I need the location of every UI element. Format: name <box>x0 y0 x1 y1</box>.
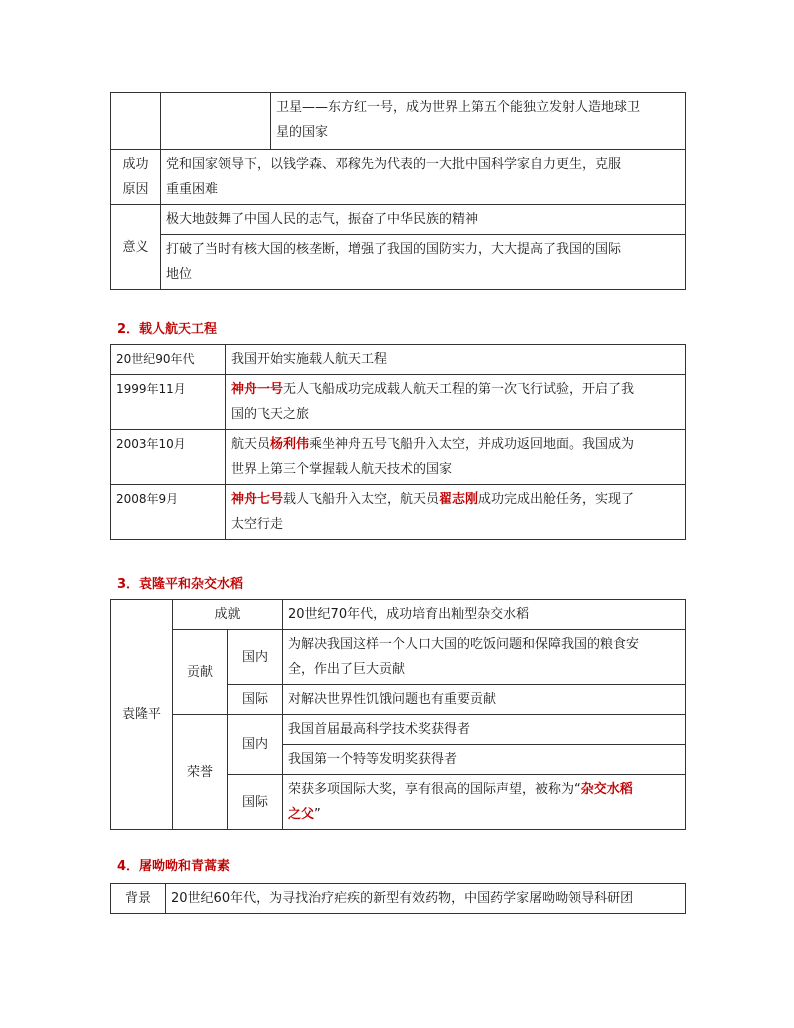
honor-international-cell: 荣获多项国际大奖，享有很高的国际声望，被称为“杂交水稻 之父” <box>283 775 686 830</box>
table-row <box>111 485 686 540</box>
honor-domestic-cell-2: 我国第一个特等发明奖获得者 <box>283 745 686 775</box>
event-cell: 我国开始实施载人航天工程 <box>226 345 686 375</box>
yuan-longping-table <box>110 599 686 830</box>
table-row <box>111 235 686 290</box>
table-row <box>111 375 686 430</box>
date-cell: 1999年11月 <box>111 375 226 430</box>
honor-domestic-cell-1: 我国首届最高科学技术奖获得者 <box>283 715 686 745</box>
contribution-label: 贡献 <box>173 630 228 715</box>
person-name: 袁隆平 <box>111 600 173 830</box>
contribution-international-cell: 对解决世界性饥饿问题也有重要贡献 <box>283 685 686 715</box>
satellite-cell <box>271 93 686 150</box>
date-cell: 20世纪90年代 <box>111 345 226 375</box>
date-cell: 2003年10月 <box>111 430 226 485</box>
event-cell: 航天员杨利伟乘坐神舟五号飞船升入太空，并成功返回地面。我国成为 世界上第三个掌握载人航天技术的国家 <box>226 430 686 485</box>
table-row <box>111 205 686 235</box>
honor-label: 荣誉 <box>173 715 228 830</box>
meaning-label: 意义 <box>111 205 161 290</box>
table-row <box>111 430 686 485</box>
table-row <box>111 715 686 745</box>
table-row <box>111 345 686 375</box>
meaning-cell-1: 极大地鼓舞了中国人民的志气，振奋了中华民族的精神 <box>161 205 686 235</box>
event-cell: 神舟七号载人飞船升入太空，航天员翟志刚成功完成出舱任务，实现了 太空行走 <box>226 485 686 540</box>
table-row <box>111 630 686 685</box>
background-label: 背景 <box>111 884 166 914</box>
domestic-label: 国内 <box>228 630 283 685</box>
achievement-cell: 20世纪70年代，成功培育出籼型杂交水稻 <box>283 600 686 630</box>
section-heading-space: 2．载人航天工程 <box>117 322 218 337</box>
event-cell: 神舟一号无人飞船成功完成载人航天工程的第一次飞行试验，开启了我 国的飞天之旅 <box>226 375 686 430</box>
contribution-domestic-cell: 为解决我国这样一个人口大国的吃饭问题和保障我国的粮食安 全，作出了巨大贡献 <box>283 630 686 685</box>
section-heading-rice: 3．袁隆平和杂交水稻 <box>117 577 244 592</box>
table-row <box>111 150 686 205</box>
table-row <box>111 93 686 150</box>
background-cell: 20世纪60年代，为寻找治疗疟疾的新型有效药物，中国药学家屠呦呦领导科研团 <box>166 884 686 914</box>
section-heading-artemisinin: 4．屠呦呦和青蒿素 <box>117 859 231 874</box>
international-label: 国际 <box>228 685 283 715</box>
cell-line: 星的国家 <box>276 125 329 140</box>
table-row <box>111 600 686 630</box>
success-label: 成功 原因 <box>111 150 161 205</box>
success-cell: 党和国家领导下，以钱学森、邓稼先为代表的一大批中国科学家自力更生，克服 重重困难 <box>161 150 686 205</box>
tu-youyou-table <box>110 883 686 914</box>
meaning-cell-2: 打破了当时有核大国的核垄断，增强了我国的国防实力，大大提高了我国的国际 地位 <box>161 235 686 290</box>
date-cell: 2008年9月 <box>111 485 226 540</box>
achievement-label: 成就 <box>173 600 283 630</box>
international-label: 国际 <box>228 775 283 830</box>
cell-line: 卫星——东方红一号，成为世界上第五个能独立发射人造地球卫 <box>276 100 641 115</box>
domestic-label: 国内 <box>228 715 283 775</box>
space-program-table <box>110 344 686 540</box>
table-row <box>111 884 686 914</box>
achievement-table <box>110 92 686 290</box>
